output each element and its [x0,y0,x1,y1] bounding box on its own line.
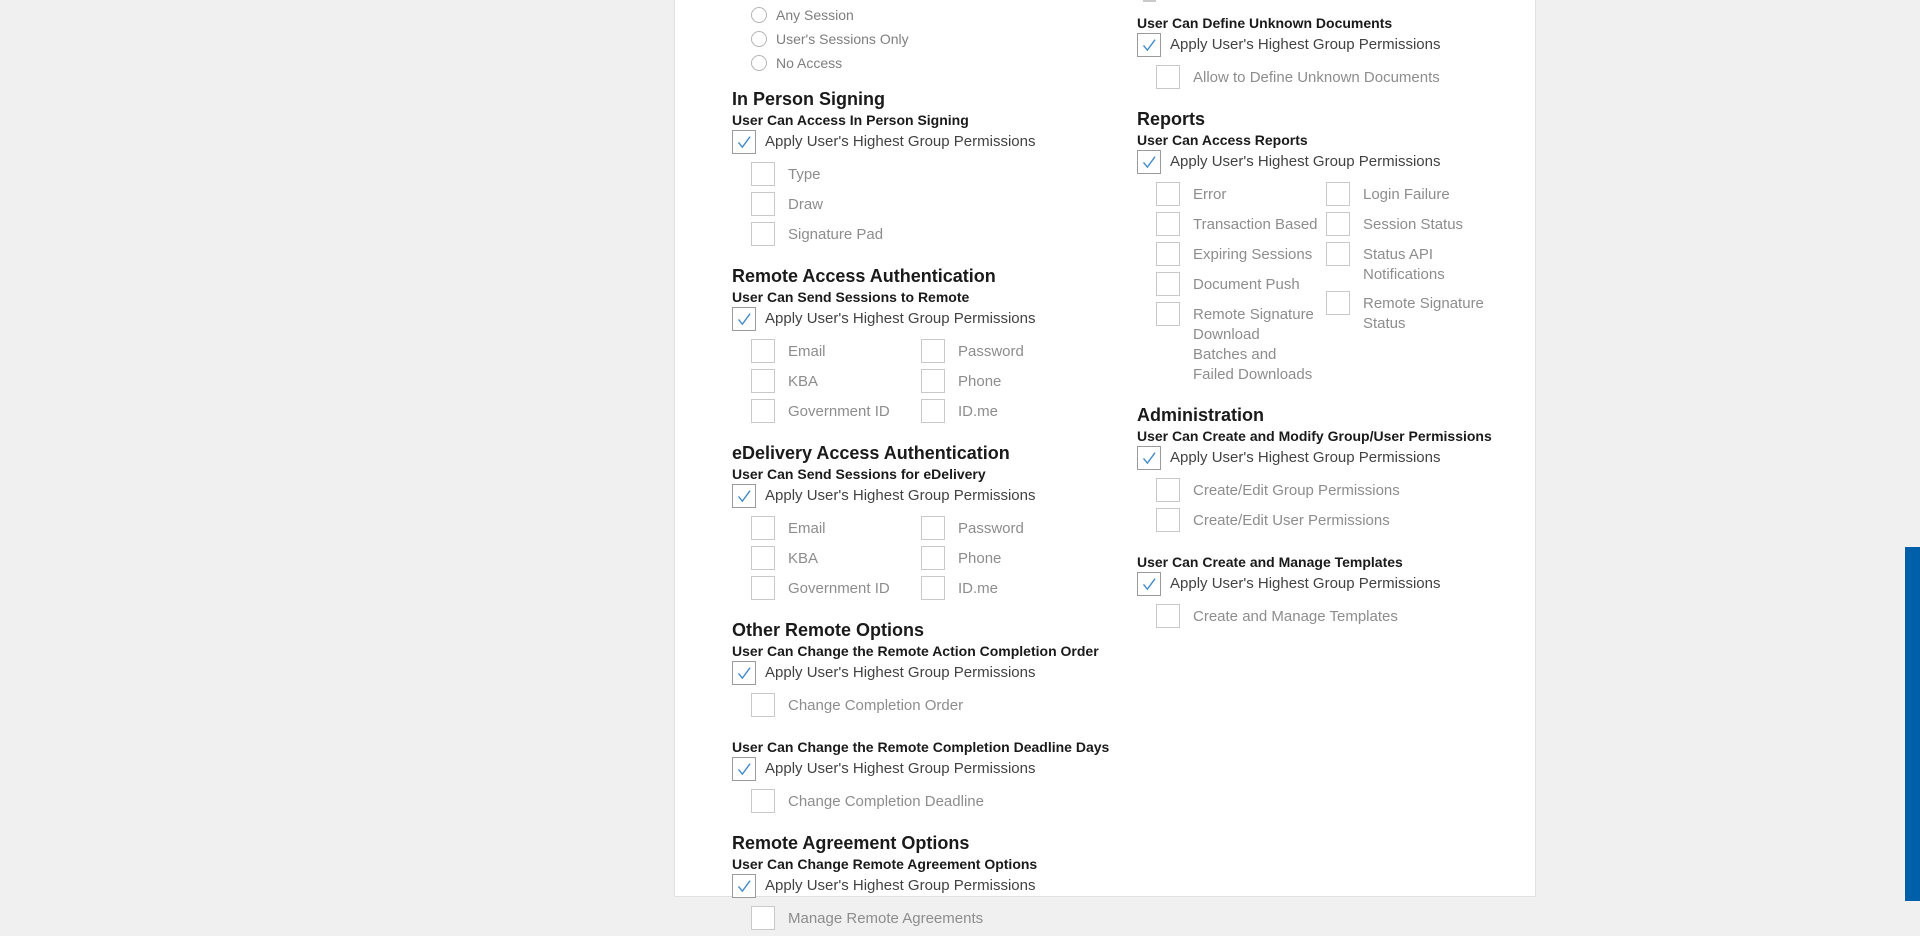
options-column [921,516,1091,606]
option-label: ID.me [958,403,999,420]
apply-highest-group-permissions-checkbox[interactable] [732,484,756,508]
options-column [921,339,1091,429]
checkmark-icon [733,662,755,684]
section-heading: Administration [1137,405,1265,425]
checkmark-icon [733,758,755,780]
permission-section [732,620,1127,819]
option-row [1156,182,1326,206]
option-label: Expiring Sessions [1193,246,1313,263]
option-checkbox[interactable] [1156,242,1180,266]
left-sections-container [732,89,1127,936]
checkmark-icon [1138,447,1160,469]
option-checkbox[interactable] [1326,291,1350,315]
option-label: Email [788,343,826,360]
radio-option[interactable] [751,51,1127,75]
option-row [1156,478,1400,502]
option-label: Password [958,343,1024,360]
apply-highest-group-permissions-checkbox[interactable] [1137,446,1161,470]
radio-option[interactable] [751,3,1127,27]
option-row [921,576,1091,600]
options-column [751,162,883,252]
permission-group-title: User Can Change the Remote Completion Deadline Days [732,739,1110,755]
permissions-right-column [1137,0,1532,634]
radio-label: No Access [776,55,843,71]
permission-group-title: User Can Send Sessions for eDelivery [732,466,986,482]
apply-permissions-label: Apply User's Highest Group Permissions [765,877,1036,894]
permission-group [732,856,1127,936]
option-checkbox[interactable] [1156,65,1180,89]
option-checkbox[interactable] [921,576,945,600]
permission-section [732,443,1127,606]
options-list [751,339,1127,429]
option-label: Login Failure [1363,186,1450,203]
options-list [1156,65,1532,95]
option-row [1156,604,1398,628]
radio-label: User's Sessions Only [776,31,909,47]
option-row [751,369,921,393]
permission-group-title: User Can Send Sessions to Remote [732,289,970,305]
option-row [751,906,983,930]
permission-group-title: User Can Access Reports [1137,132,1308,148]
apply-permissions-row [732,874,1127,898]
option-row [751,339,921,363]
options-column [1156,478,1400,538]
checkmark-icon [1138,34,1160,56]
option-row [751,192,883,216]
permission-group [732,643,1127,723]
permissions-content-panel [674,0,1536,927]
checkmark-icon [733,485,755,507]
option-checkbox[interactable] [1156,272,1180,296]
option-row [751,693,963,717]
options-list [751,162,1127,252]
option-label: Email [788,520,826,537]
option-checkbox[interactable] [1156,182,1180,206]
option-checkbox[interactable] [921,546,945,570]
option-row [751,576,921,600]
option-checkbox[interactable] [751,399,775,423]
option-checkbox[interactable] [751,546,775,570]
apply-highest-group-permissions-checkbox[interactable] [732,874,756,898]
permission-group [1137,428,1532,538]
permission-section [732,833,1127,936]
apply-permissions-label: Apply User's Highest Group Permissions [1170,36,1441,53]
option-label: Manage Remote Agreements [788,910,984,927]
option-label: Password [958,520,1024,537]
option-row [1156,65,1440,89]
checkmark-icon [733,131,755,153]
option-checkbox[interactable] [921,369,945,393]
permission-section [732,266,1127,429]
apply-highest-group-permissions-checkbox[interactable] [732,661,756,685]
radio-label: Any Session [776,7,854,23]
options-list [1156,478,1532,538]
apply-permissions-row [732,130,1127,154]
apply-permissions-label: Apply User's Highest Group Permissions [765,133,1036,150]
options-column [751,906,983,936]
option-row [1156,272,1326,296]
options-list [751,516,1127,606]
apply-permissions-row [732,661,1127,685]
section-heading: In Person Signing [732,89,886,109]
options-column [1156,182,1326,391]
permission-group-title: User Can Access In Person Signing [732,112,969,128]
option-label: Government ID [788,403,890,420]
apply-permissions-row [732,757,1127,781]
apply-highest-group-permissions-checkbox[interactable] [1137,33,1161,57]
option-row [921,369,1091,393]
section-heading: Remote Agreement Options [732,833,970,853]
apply-permissions-label: Apply User's Highest Group Permissions [765,760,1036,777]
section-heading: eDelivery Access Authentication [732,443,1010,463]
apply-highest-group-permissions-checkbox[interactable] [1137,572,1161,596]
option-checkbox[interactable] [921,516,945,540]
checkmark-icon [733,308,755,330]
option-checkbox[interactable] [1326,242,1350,266]
option-label: Document Push [1193,276,1300,293]
permission-group-title: User Can Change Remote Agreement Options [732,856,1038,872]
option-checkbox[interactable] [1326,182,1350,206]
permission-group [1137,132,1532,391]
options-column [751,339,921,429]
section-heading: Reports [1137,109,1206,129]
option-checkbox[interactable] [1156,478,1180,502]
option-label: Create/Edit Group Permissions [1193,482,1400,499]
apply-permissions-label: Apply User's Highest Group Permissions [1170,153,1441,170]
radio-option[interactable] [751,27,1127,51]
radio-button[interactable] [751,55,767,71]
apply-highest-group-permissions-checkbox[interactable] [732,130,756,154]
options-list [751,906,1127,936]
option-row [1326,242,1496,285]
option-checkbox[interactable] [751,369,775,393]
option-row [1326,291,1496,334]
options-list [751,693,1127,723]
apply-permissions-label: Apply User's Highest Group Permissions [765,664,1036,681]
option-label: Status API Notifications [1363,246,1445,283]
option-label: Create and Manage Templates [1193,608,1398,625]
option-checkbox[interactable] [921,339,945,363]
option-row [921,339,1091,363]
option-checkbox[interactable] [751,906,775,930]
option-checkbox[interactable] [1156,508,1180,532]
option-row [1326,182,1496,206]
option-checkbox[interactable] [921,399,945,423]
options-list [751,789,1127,819]
option-label: Change Completion Deadline [788,793,984,810]
option-row [751,789,984,813]
permission-group [732,112,1127,252]
section-heading: Other Remote Options [732,620,925,640]
apply-permissions-row [732,307,1127,331]
apply-permissions-row [1137,150,1532,174]
option-label: Create/Edit User Permissions [1193,512,1390,529]
option-label: KBA [788,550,819,567]
apply-permissions-row [1137,446,1532,470]
option-label: Type [788,166,821,183]
option-label: Signature Pad [788,226,884,243]
section-heading: Remote Access Authentication [732,266,996,286]
apply-permissions-label: Apply User's Highest Group Permissions [765,310,1036,327]
option-label: Draw [788,196,824,213]
option-row [921,399,1091,423]
apply-permissions-label: Apply User's Highest Group Permissions [765,487,1036,504]
options-list [1156,604,1532,634]
radio-button[interactable] [751,31,767,47]
permission-section [1137,15,1532,95]
option-label: Error [1193,186,1227,203]
apply-permissions-label: Apply User's Highest Group Permissions [1170,449,1441,466]
permission-section [1137,109,1532,391]
option-label: Phone [958,550,1002,567]
option-row [1156,212,1326,236]
option-label: Change Completion Order [788,697,964,714]
permission-section [1137,405,1532,634]
option-checkbox[interactable] [751,162,775,186]
permission-section [732,89,1127,252]
apply-permissions-row [732,484,1127,508]
scrollbar-thumb[interactable] [1905,547,1920,901]
option-checkbox[interactable] [751,516,775,540]
apply-permissions-label: Apply User's Highest Group Permissions [1170,575,1441,592]
apply-permissions-row [1137,572,1532,596]
option-label: Remote Signature Download Batches and Failed Downloads [1193,306,1314,383]
option-label: KBA [788,373,819,390]
permissions-left-column [732,0,1127,936]
options-column [751,516,921,606]
permission-group-title: User Can Create and Manage Templates [1137,554,1403,570]
options-list [1156,182,1532,391]
options-column [751,789,984,819]
permission-group-title: User Can Change the Remote Action Completion Order [732,643,1099,659]
permission-group [732,289,1127,429]
option-row [751,162,883,186]
option-row [1156,508,1400,532]
option-label: Phone [958,373,1002,390]
permission-group [732,739,1127,819]
option-checkbox[interactable] [751,576,775,600]
apply-highest-group-permissions-checkbox[interactable] [732,307,756,331]
apply-highest-group-permissions-checkbox[interactable] [1137,150,1161,174]
option-row [921,516,1091,540]
option-checkbox[interactable] [751,222,775,246]
option-row [751,516,921,540]
apply-permissions-row [1137,33,1532,57]
option-row [1156,242,1326,266]
permission-group [1137,15,1532,95]
option-row [751,399,921,423]
option-checkbox[interactable] [1156,212,1180,236]
permission-group [1137,554,1532,634]
options-column [751,693,963,723]
option-label: Allow to Define Unknown Documents [1193,69,1440,86]
option-row [751,546,921,570]
option-label: Remote Signature Status [1363,295,1484,332]
option-row [1156,302,1326,385]
session-access-radio-group [732,3,1127,75]
options-column [1326,182,1496,391]
option-checkbox[interactable] [1326,212,1350,236]
permission-group [732,466,1127,606]
option-checkbox[interactable] [1156,302,1180,326]
radio-button[interactable] [751,7,767,23]
option-label: Session Status [1363,216,1464,233]
right-sections-container [1137,15,1532,634]
option-row [751,222,883,246]
checkmark-icon [1138,151,1160,173]
options-column [1156,604,1398,634]
option-checkbox[interactable] [1156,604,1180,628]
option-row [921,546,1091,570]
option-label: ID.me [958,580,999,597]
option-checkbox[interactable] [751,789,775,813]
option-row [1326,212,1496,236]
option-checkbox[interactable] [751,192,775,216]
apply-highest-group-permissions-checkbox[interactable] [732,757,756,781]
permission-group-title: User Can Define Unknown Documents [1137,15,1393,31]
options-column [1156,65,1440,95]
checkmark-icon [733,875,755,897]
permission-group-title: User Can Create and Modify Group/User Permissions [1137,428,1492,444]
option-checkbox[interactable] [751,339,775,363]
option-label: Transaction Based [1193,216,1318,233]
checkmark-icon [1138,573,1160,595]
option-checkbox[interactable] [751,693,775,717]
option-label: Government ID [788,580,890,597]
